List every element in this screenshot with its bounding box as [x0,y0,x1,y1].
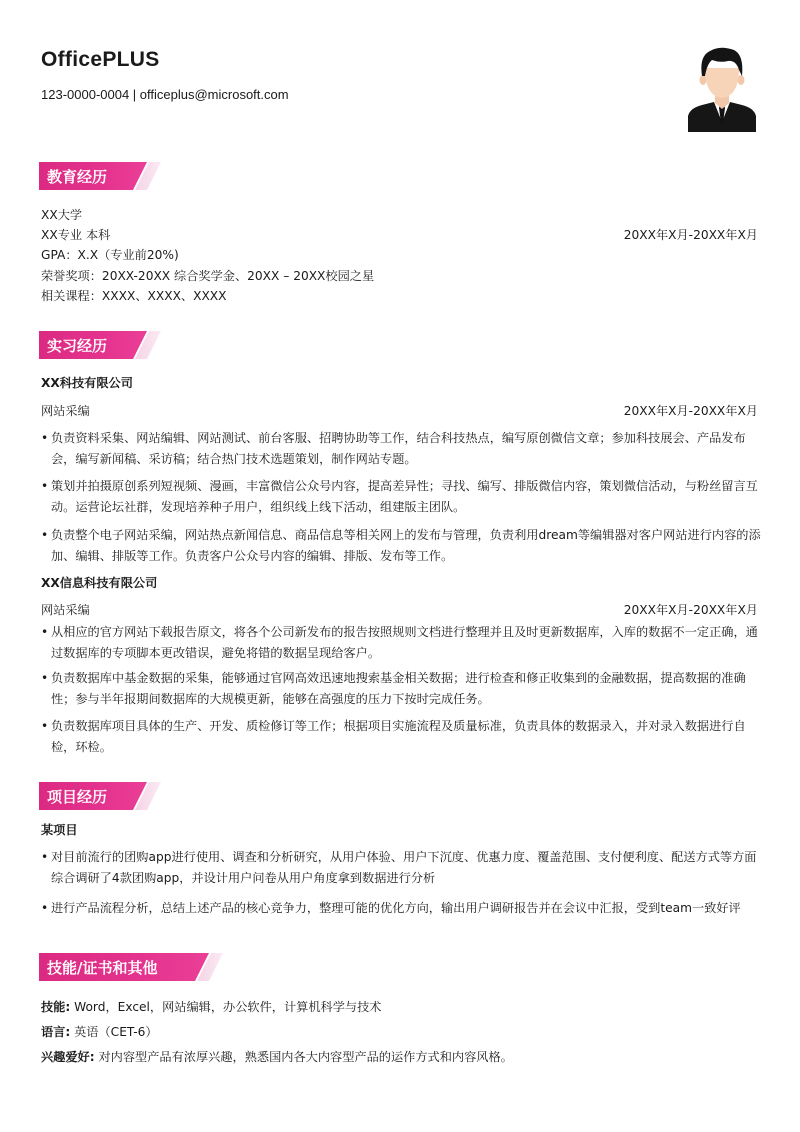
section-title: 实习经历 [47,337,108,355]
section-title: 技能/证书和其他 [47,959,158,977]
major: XX专业 本科 [41,228,111,242]
skills-line [41,997,381,1017]
courses: 相关课程：XXXX、XXXX、XXXX [41,289,227,303]
section-title: 教育经历 [47,168,108,186]
honors: 荣誉奖项：20XX-20XX 综合奖学金、20XX – 20XX校园之星 [41,269,375,283]
person-avatar-icon [688,46,756,132]
school-name: XX大学 [41,208,83,222]
language-text: 英语（CET-6） [70,1025,158,1039]
list-item: • 从相应的官方网站下载报告原文，将各个公司新发布的报告按照规则文档进行整理并且及时更新数据库，入库的数据不一定正确，通过数据库的专项脚本更改错误，避免将错的数据呈现给客户。 [41,625,758,660]
section-header-project [39,782,179,810]
section-header-internship [39,331,179,359]
skills-label: 技能: [41,1000,71,1014]
job-date: 20XX年X月-20XX年X月 [623,603,758,617]
list-item: • 负责整个电子网站采编，网站热点新闻信息、商品信息等相关网上的发布与管理，负责利用dream等编辑器对客户网站进行内容的添加、编辑、排版等工作。负责客户公众号内容的编辑、排版、发布等工作。 [41,528,761,563]
project-name: 某项目 [41,823,78,837]
list-item: • 进行产品流程分析，总结上述产品的核心竞争力，整理可能的优化方向，输出用户调研报告并在会议中汇报，受到team一致好评 [41,901,741,915]
job-role: 网站采编 [41,603,90,617]
list-item: • 对目前流行的团购app进行使用、调查和分析研究，从用户体验、用户下沉度、优惠力度、覆盖范围、支付便利度、配送方式等方面综合调研了4款团购app，并设计用户问卷从用户角度拿到数据进行分析 [41,850,757,885]
list-item: • 负责数据库项目具体的生产、开发、质检修订等工作；根据项目实施流程及质量标准，负责具体的数据录入，并对录入数据进行自检，环检。 [41,719,746,754]
company-name: XX信息科技有限公司 [41,576,158,590]
gpa: GPA：X.X（专业前20%) [41,248,179,262]
list-item: • 策划并拍摄原创系列短视频、漫画，丰富微信公众号内容，提高差异性；寻找、编写、排版微信内容，策划微信活动，与粉丝留言互动。运营论坛社群，发现培养种子用户，组织线上线下活动，组建版主团队。 [41,479,758,514]
hobby-text: 对内容型产品有浓厚兴趣，熟悉国内各大内容型产品的运作方式和内容风格。 [94,1050,513,1064]
list-item: • 负责数据库中基金数据的采集，能够通过官网高效迅速地搜索基金相关数据；进行检查和修正收集到的金融数据，提高数据的准确性；参与半年报期间数据库的大规模更新，能够在高强度的压力下按时完成任务。 [41,671,746,706]
company-name: XX科技有限公司 [41,376,133,390]
education-date: 20XX年X月-20XX年X月 [623,228,758,242]
job-date: 20XX年X月-20XX年X月 [623,404,758,418]
hobby-label: 兴趣爱好: [41,1050,95,1064]
list-item: • 负责资料采集、网站编辑、网站测试、前台客服、招聘协助等工作，结合科技热点，编写原创微信文章；参加科技展会、产品发布会，编写新闻稿、采访稿；结合热门技术选题策划，制作网站专题。 [41,431,746,466]
job-role: 网站采编 [41,404,90,418]
language-label: 语言: [41,1025,71,1039]
language-line [41,1022,158,1042]
section-title: 项目经历 [47,788,108,806]
candidate-name: OfficePLUS [41,48,160,71]
skills-text: Word，Excel，网站编辑，办公软件，计算机科学与技术 [70,1000,382,1014]
section-header-education [39,162,179,190]
contact-info: 123-0000-0004 | officeplus@microsoft.com [41,87,289,102]
section-header-skills [39,953,229,981]
hobby-line [41,1047,513,1067]
